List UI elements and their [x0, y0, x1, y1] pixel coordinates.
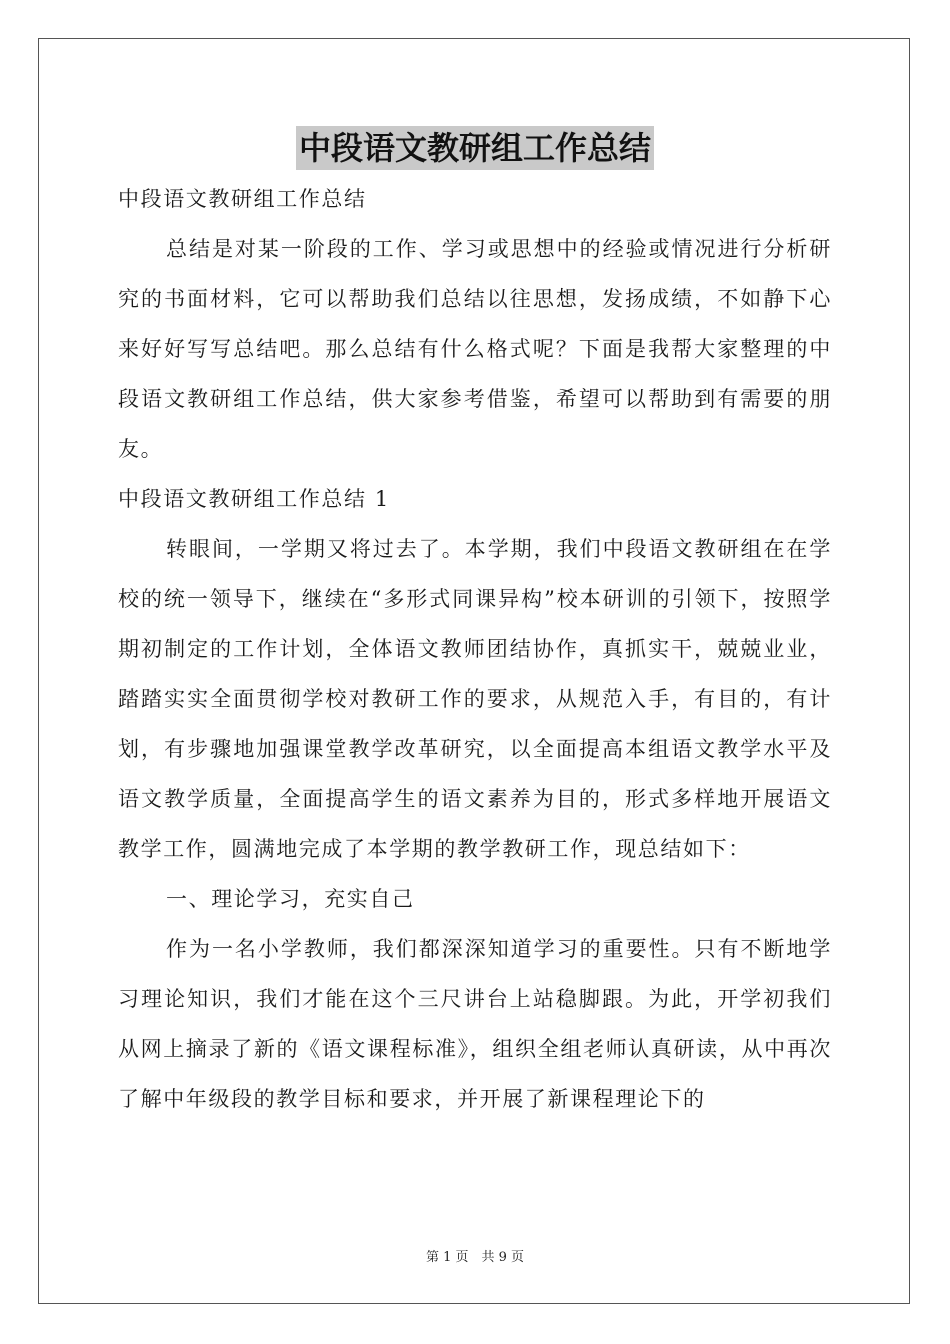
theory-paragraph: 作为一名小学教师，我们都深深知道学习的重要性。只有不断地学习理论知识，我们才能在这个三尺讲台上站稳脚跟。为此，开学初我们从网上摘录了新的《语文课程标准》，组织全组老师认真研读，从中再次了解中年级段的教学目标和要求，并开展了新课程理论下的	[118, 937, 832, 1111]
subtitle-line: 中段语文教研组工作总结	[118, 187, 367, 211]
document-title: 中段语文教研组工作总结	[296, 126, 654, 170]
title-container	[0, 126, 950, 170]
page-number: 第 1 页 共 9 页	[425, 1250, 525, 1265]
document-body	[118, 174, 832, 1124]
section-heading-1: 中段语文教研组工作总结 1	[118, 487, 390, 511]
summary-paragraph: 转眼间，一学期又将过去了。本学期，我们中段语文教研组在在学校的统一领导下，继续在“多形式同课异构”校本研训的引领下，按照学期初制定的工作计划，全体语文教师团结协作，真抓实干，兢兢业业，踏踏实实全面贯彻学校对教研工作的要求，从规范入手，有目的，有计划，有步骤地加强课堂教学改革研究，以全面提高本组语文教学水平及语文教学质量，全面提高学生的语文素养为目的，形式多样地开展语文教学工作，圆满地完成了本学期的教学教研工作，现总结如下：	[118, 537, 832, 861]
intro-paragraph: 总结是对某一阶段的工作、学习或思想中的经验或情况进行分析研究的书面材料，它可以帮助我们总结以往思想，发扬成绩，不如静下心来好好写写总结吧。那么总结有什么格式呢？下面是我帮大家整理的中段语文教研组工作总结，供大家参考借鉴，希望可以帮助到有需要的朋友。	[118, 237, 832, 461]
page-footer	[0, 1246, 950, 1265]
subsection-heading-theory: 一、理论学习，充实自己	[166, 887, 415, 911]
